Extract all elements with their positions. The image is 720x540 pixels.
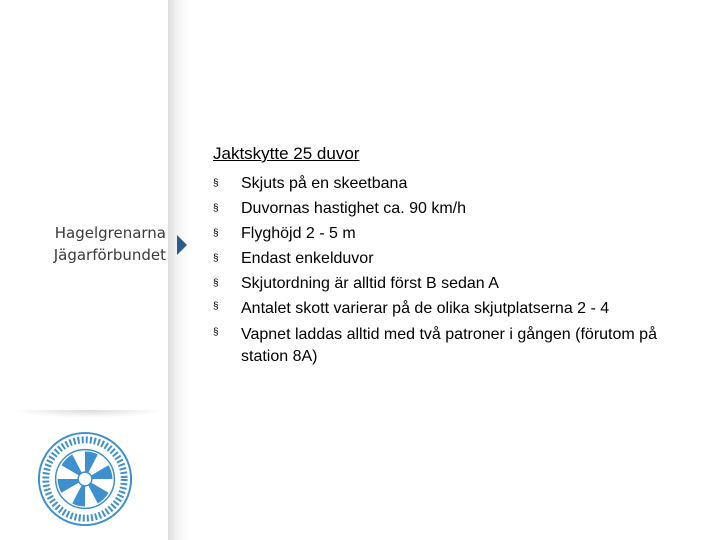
list-item <box>213 296 661 322</box>
bullet-icon: § <box>213 253 219 264</box>
bullet-icon: § <box>213 228 219 239</box>
list-item-text: Skjuts på en skeetbana <box>241 175 408 192</box>
list-item <box>213 221 661 246</box>
association-emblem-icon <box>36 430 134 528</box>
bullet-list <box>213 171 657 370</box>
list-item <box>213 322 661 370</box>
list-item <box>213 271 661 296</box>
list-item <box>213 196 661 221</box>
list-item <box>213 246 661 271</box>
section-marker-arrow-icon <box>177 235 187 255</box>
sidebar-shadow <box>168 0 190 540</box>
org-name <box>0 222 166 266</box>
sidebar-divider <box>14 410 164 418</box>
list-item-text: Endast enkelduvor <box>241 250 374 267</box>
list-item-text: Antalet skott varierar på de olika skjutplatserna 2 - 4 <box>241 300 610 317</box>
org-name-line-1: Hagelgrenarna <box>54 224 166 242</box>
list-item-text: Duvornas hastighet ca. 90 km/h <box>241 200 467 217</box>
bullet-icon: § <box>213 203 219 214</box>
bullet-icon: § <box>213 327 219 338</box>
bullet-icon: § <box>213 278 219 289</box>
slide-title: Jaktskytte 25 duvor <box>213 144 360 163</box>
sidebar <box>0 0 176 540</box>
list-item <box>213 171 661 196</box>
bullet-icon: § <box>213 301 219 312</box>
bullet-icon: § <box>213 178 219 189</box>
list-item-text: Skjutordning är alltid först B sedan A <box>241 275 499 292</box>
list-item-text: Vapnet laddas alltid med två patroner i gången (förutom på station 8A) <box>241 326 657 365</box>
list-item-text: Flyghöjd 2 - 5 m <box>241 225 356 242</box>
org-name-line-2: Jägarförbundet <box>53 246 166 264</box>
slide-content <box>213 143 657 370</box>
